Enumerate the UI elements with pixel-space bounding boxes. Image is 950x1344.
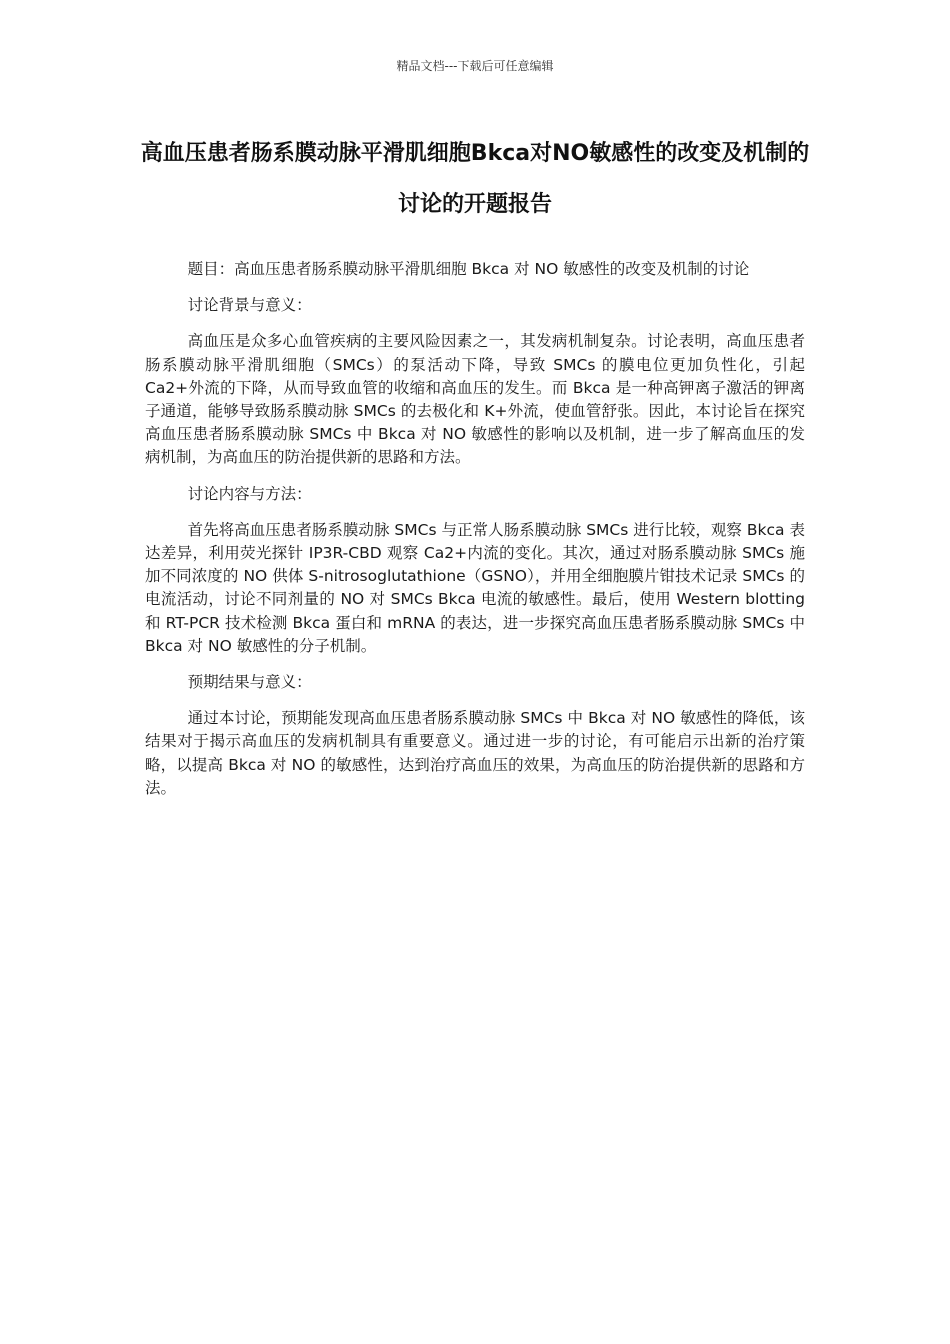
methods-paragraph: 首先将高血压患者肠系膜动脉 SMCs 与正常人肠系膜动脉 SMCs 进行比较，观察 Bkca 表达差异，利用荧光探针 IP3R-CBD 观察 Ca2+内流的变化。其次，通过对肠系膜动脉 SMCs 施加不同浓度的 NO 供体 S-nitrosoglutathione（GSNO），并用全细胞膜片钳技术记录 SMCs 的电流活动，讨论不同剂量的 NO 对 SMCs Bkca 电流的敏感性。最后，使用 Western blotting 和 RT-PCR 技术检测 Bkca 蛋白和 mRNA 的表达，进一步探究高血压患者肠系膜动脉 SMCs 中 Bkca 对 NO 敏感性的分子机制。 xyxy=(145,520,805,655)
document-title: 高血压患者肠系膜动脉平滑肌细胞Bkca对NO敏感性的改变及机制的讨论的开题报告 xyxy=(140,141,810,217)
background-paragraph: 高血压是众多心血管疾病的主要风险因素之一，其发病机制复杂。讨论表明，高血压患者肠系膜动脉平滑肌细胞（SMCs）的泵活动下降，导致 SMCs 的膜电位更加负性化，引起 Ca2+外流的下降，从而导致血管的收缩和高血压的发生。而 Bkca 是一种高钾离子激活的钾离子通道，能够导致肠系膜动脉 SMCs 的去极化和 K+外流，使血管舒张。因此，本讨论旨在探究高血压患者肠系膜动脉 SMCs 中 Bkca 对 NO 敏感性的影响以及机制，进一步了解高血压的发病机制，为高血压的防治提供新的思路和方法。 xyxy=(145,332,805,467)
header-note: 精品文档---下载后可任意编辑 xyxy=(396,59,554,73)
expected-results-paragraph: 通过本讨论，预期能发现高血压患者肠系膜动脉 SMCs 中 Bkca 对 NO 敏感性的降低，该结果对于揭示高血压的发病机制具有重要意义。通过进一步的讨论，有可能启示出新的治疗策略，以提高 Bkca 对 NO 的敏感性，达到治疗高血压的效果，为高血压的防治提供新的思路和方法。 xyxy=(145,709,805,797)
section-heading-methods: 讨论内容与方法： xyxy=(187,484,312,503)
section-heading-expected-results: 预期结果与意义： xyxy=(187,673,312,692)
topic-paragraph: 题目：高血压患者肠系膜动脉平滑肌细胞 Bkca 对 NO 敏感性的改变及机制的讨论 xyxy=(187,260,750,278)
document-body xyxy=(145,258,805,813)
section-heading-background: 讨论背景与意义： xyxy=(187,296,312,315)
